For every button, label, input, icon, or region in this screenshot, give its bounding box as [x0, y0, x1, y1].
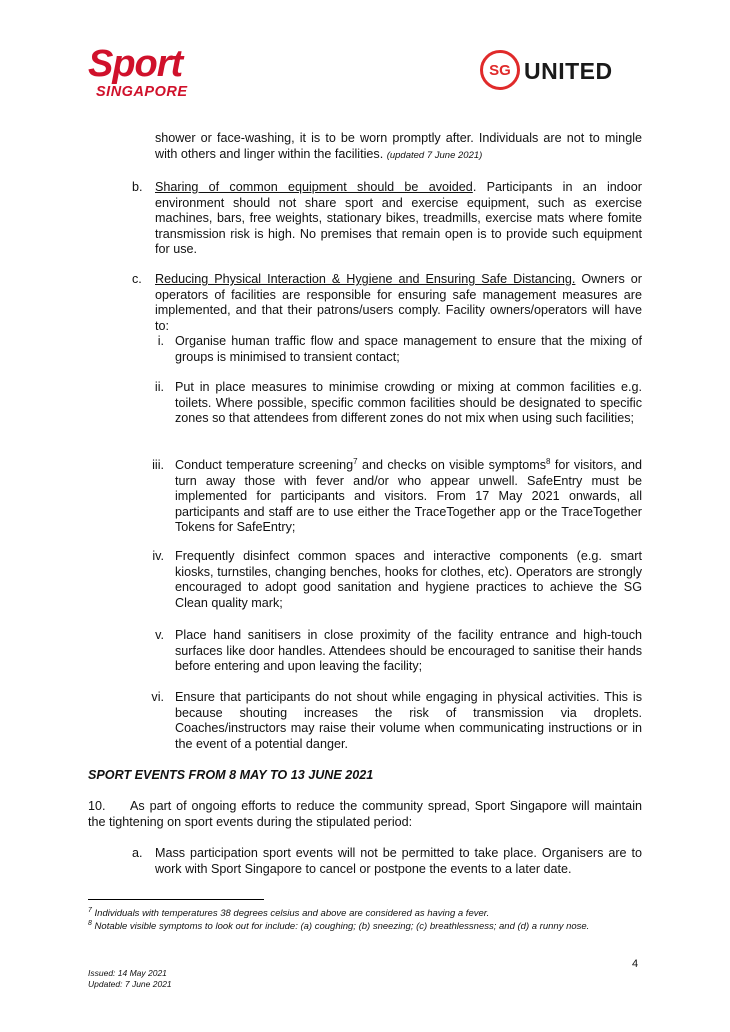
- item-b-marker: b.: [132, 180, 143, 194]
- footnote-number: 7: [88, 907, 92, 914]
- updated-date: Updated: 7 June 2021: [88, 979, 172, 989]
- roman-item-ii: Put in place measures to minimise crowding or mixing at common facilities e.g. toilets. Where possible, specific common facilities should be designated to specific zones so that attendees from different zones do not mix when using such facilities;: [175, 380, 642, 426]
- roman-item-iv: Frequently disinfect common spaces and interactive components (e.g. smart kiosks, turnstiles, changing benches, hooks for clothes, etc). Operators are strongly encouraged to adopt good sanitation and hygiene practices to achieve the SG Clean quality mark;: [175, 549, 642, 610]
- page-number: 4: [632, 958, 639, 970]
- roman-marker: i.: [157, 334, 164, 348]
- item-c-title: Reducing Physical Interaction & Hygiene and Ensuring Safe Distancing.: [155, 272, 576, 286]
- roman-iii-part2: and checks on visible symptoms: [357, 458, 547, 472]
- issue-info: [88, 968, 172, 990]
- sport-logo-sub: SINGAPORE: [96, 84, 188, 100]
- item-b-title: Sharing of common equipment should be avoided: [155, 180, 473, 194]
- footnote-number: 8: [88, 920, 92, 927]
- footnote-ref-8: 8: [546, 457, 551, 466]
- roman-item-vi: Ensure that participants do not shout while engaging in physical activities. This is because shouting increases the risk of transmission via droplets. Coaches/instructors may raise their volume when communicating instructions or in the event of a potential danger.: [175, 690, 642, 751]
- item-c-marker: c.: [132, 272, 142, 286]
- footnote-ref-7: 7: [353, 457, 358, 466]
- item-a-marker: a.: [132, 846, 143, 860]
- paragraph-10-number: 10.: [88, 799, 106, 813]
- roman-item-iii: [175, 458, 642, 536]
- roman-marker: iv.: [152, 549, 164, 563]
- sg-badge: [480, 50, 520, 90]
- footnote-8: [88, 918, 642, 933]
- sport-singapore-logo: [88, 44, 204, 104]
- footnote-divider: [88, 899, 264, 900]
- issued-date: Issued: 14 May 2021: [88, 968, 167, 978]
- item-b-text: . Participants in an indoor environment should not share sport and exercise equipment, such as exercise machines, bars, free weights, stationary bikes, treadmills, exercise mats where fomite transmission risk is high. No premises that remain open is to provide such equipment for use.: [155, 180, 642, 257]
- item-a-paragraph: Mass participation sport events will not be permitted to take place. Organisers are to work with Sport Singapore to cancel or postpone the events to a later date.: [155, 846, 642, 876]
- sport-logo-word: Sport: [88, 43, 183, 85]
- roman-marker: v.: [155, 628, 164, 642]
- footnote-text: Individuals with temperatures 38 degrees celsius and above are considered as having a fever.: [94, 908, 490, 920]
- sg-united-logo: [480, 50, 640, 96]
- item-c-text: Owners or operators of facilities are responsible for ensuring safe management measures are implemented, and that their patrons/users comply. Facility owners/operators will have to:: [155, 272, 642, 333]
- roman-marker: vi.: [151, 690, 164, 704]
- roman-iii-part3: for visitors, and turn away those with fever and/or who appear unwell. SafeEntry must be implemented for participants and visitors. From 17 May 2021 onwards, all participants and staff are to use either the TraceTogether app or the TraceTogether Tokens for SafeEntry;: [175, 458, 642, 535]
- continuation-update-note: (updated 7 June 2021): [386, 149, 483, 161]
- item-b-paragraph: [155, 180, 642, 258]
- continuation-paragraph: [155, 131, 642, 163]
- section-heading: SPORT EVENTS FROM 8 MAY TO 13 JUNE 2021: [88, 768, 374, 782]
- footnote-text: Notable visible symptoms to look out for include: (a) coughing; (b) sneezing; (c) breathlessness; and (d) a runny nose.: [94, 921, 590, 933]
- roman-marker: ii.: [154, 380, 164, 394]
- sg-united-word: UNITED: [524, 58, 613, 84]
- paragraph-10-text: As part of ongoing efforts to reduce the community spread, Sport Singapore will maintain the tightening on sport events during the stipulated period:: [88, 799, 642, 829]
- roman-marker: iii.: [152, 458, 164, 472]
- roman-iii-part1: Conduct temperature screening: [175, 458, 354, 472]
- paragraph-10: [88, 799, 642, 830]
- continuation-text: shower or face-washing, it is to be worn promptly after. Individuals are not to mingle with others and linger within the facilities.: [155, 131, 642, 161]
- sg-badge-text: SG: [489, 62, 511, 79]
- item-c-paragraph: [155, 272, 642, 334]
- roman-item-i: Organise human traffic flow and space management to ensure that the mixing of groups is minimised to transient contact;: [175, 334, 642, 364]
- roman-item-v: Place hand sanitisers in close proximity of the facility entrance and high-touch surfaces like door handles. Attendees should be encouraged to sanitise their hands before entering and upon leaving the facility;: [175, 628, 642, 674]
